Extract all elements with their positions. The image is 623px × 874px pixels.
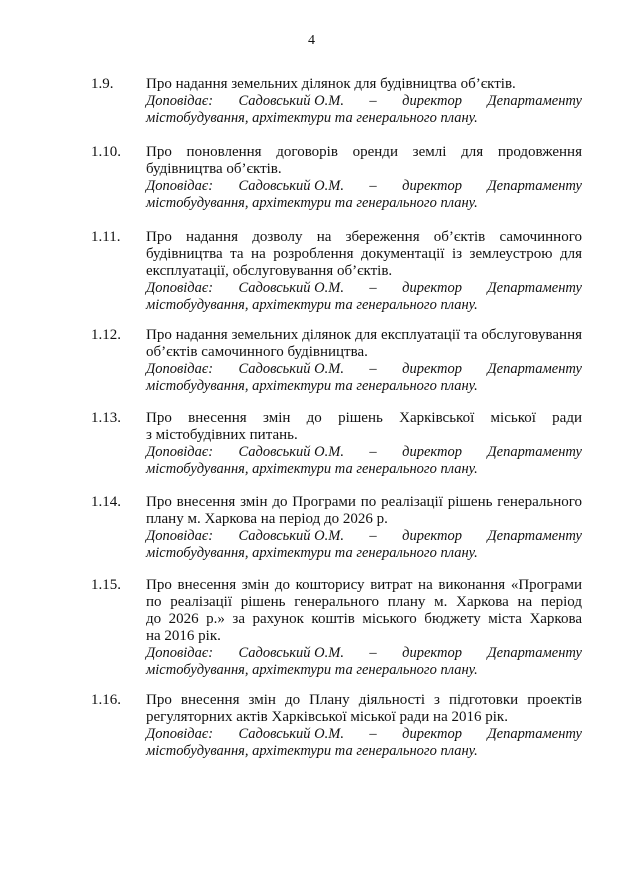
speaker-name: Садовський О.М.: [238, 361, 344, 377]
item-title-line: будівництва об’єктів.: [146, 161, 282, 177]
item-title-line: об’єктів самочинного будівництва.: [146, 344, 368, 360]
item-title-line: плану м. Харкова на період до 2026 р.: [146, 511, 388, 527]
speaker-dash: –: [369, 361, 377, 377]
item-body: [146, 494, 582, 562]
item-body: [146, 577, 582, 679]
item-speaker: [146, 444, 582, 478]
speaker-dash: –: [369, 178, 377, 194]
speaker-department-cont: містобудування, архітектури та генерального плану.: [146, 662, 478, 678]
speaker-label: Доповідає:: [146, 280, 214, 296]
speaker-position: директор: [402, 93, 462, 109]
item-title-line: до 2026 р.» за рахунок коштів міського бюджету міста Харкова: [146, 611, 582, 627]
speaker-position: директор: [402, 726, 462, 742]
item-title-line: з містобудівних питань.: [146, 427, 298, 443]
item-title: [146, 692, 582, 726]
speaker-dash: –: [369, 645, 377, 661]
speaker-label: Доповідає:: [146, 178, 214, 194]
speaker-dash: –: [369, 444, 377, 460]
speaker-position: директор: [402, 444, 462, 460]
item-title-line: експлуатації, обслуговування об’єктів.: [146, 263, 393, 279]
speaker-name: Садовський О.М.: [238, 528, 344, 544]
item-speaker: [146, 726, 582, 760]
item-body: [146, 327, 582, 395]
speaker-department-cont: містобудування, архітектури та генерального плану.: [146, 743, 478, 759]
item-title: [146, 76, 582, 93]
item-speaker: [146, 280, 582, 314]
item-title-line: Про внесення змін до кошторису витрат на виконання «Програми: [146, 577, 582, 593]
item-number: 1.13.: [91, 410, 121, 426]
item-title-line: по реалізації рішень генерального плану м. Харкова на період: [146, 594, 582, 610]
speaker-department-cont: містобудування, архітектури та генерального плану.: [146, 110, 478, 126]
item-number: 1.12.: [91, 327, 121, 343]
speaker-name: Садовський О.М.: [238, 178, 344, 194]
speaker-department-cont: містобудування, архітектури та генерального плану.: [146, 297, 478, 313]
item-title: [146, 577, 582, 645]
speaker-department: Департаменту: [487, 645, 582, 661]
speaker-position: директор: [402, 280, 462, 296]
item-number: 1.15.: [91, 577, 121, 593]
item-body: [146, 410, 582, 478]
item-number: 1.9.: [91, 76, 114, 92]
item-number: 1.16.: [91, 692, 121, 708]
item-title-line: регуляторних актів Харківської міської ради на 2016 рік.: [146, 709, 508, 725]
item-title-line: Про внесення змін до Плану діяльності з підготовки проектів: [146, 692, 582, 708]
speaker-position: директор: [402, 361, 462, 377]
page-number: 4: [308, 33, 315, 48]
item-title-line: Про поновлення договорів оренди землі для продовження: [146, 144, 582, 160]
item-speaker: [146, 645, 582, 679]
speaker-label: Доповідає:: [146, 361, 214, 377]
item-body: [146, 76, 582, 127]
speaker-department-cont: містобудування, архітектури та генерального плану.: [146, 461, 478, 477]
speaker-position: директор: [402, 645, 462, 661]
speaker-position: директор: [402, 528, 462, 544]
item-title-line: Про надання земельних ділянок для будівництва об’єктів.: [146, 76, 516, 92]
speaker-dash: –: [369, 528, 377, 544]
item-title: [146, 410, 582, 444]
speaker-position: директор: [402, 178, 462, 194]
speaker-label: Доповідає:: [146, 444, 214, 460]
speaker-department: Департаменту: [487, 444, 582, 460]
speaker-department: Департаменту: [487, 726, 582, 742]
item-title-line: Про надання дозволу на збереження об’єктів самочинного: [146, 229, 582, 245]
speaker-department-cont: містобудування, архітектури та генерального плану.: [146, 195, 478, 211]
item-title: [146, 229, 582, 280]
speaker-department: Департаменту: [487, 361, 582, 377]
item-speaker: [146, 178, 582, 212]
item-speaker: [146, 361, 582, 395]
speaker-name: Садовський О.М.: [238, 280, 344, 296]
speaker-name: Садовський О.М.: [238, 93, 344, 109]
speaker-department-cont: містобудування, архітектури та генерального плану.: [146, 545, 478, 561]
speaker-label: Доповідає:: [146, 726, 214, 742]
item-title: [146, 494, 582, 528]
speaker-dash: –: [369, 280, 377, 296]
speaker-dash: –: [369, 93, 377, 109]
speaker-department: Департаменту: [487, 178, 582, 194]
speaker-dash: –: [369, 726, 377, 742]
item-number: 1.10.: [91, 144, 121, 160]
speaker-department-cont: містобудування, архітектури та генерального плану.: [146, 378, 478, 394]
speaker-label: Доповідає:: [146, 528, 214, 544]
speaker-department: Департаменту: [487, 93, 582, 109]
item-speaker: [146, 93, 582, 127]
item-body: [146, 229, 582, 314]
item-title-line: будівництва та на розроблення документації із землеустрою для: [146, 246, 582, 262]
item-number: 1.14.: [91, 494, 121, 510]
speaker-department: Департаменту: [487, 280, 582, 296]
speaker-label: Доповідає:: [146, 645, 214, 661]
item-title: [146, 327, 582, 361]
item-number: 1.11.: [91, 229, 121, 245]
item-body: [146, 692, 582, 760]
speaker-department: Департаменту: [487, 528, 582, 544]
speaker-name: Садовський О.М.: [238, 444, 344, 460]
speaker-name: Садовський О.М.: [238, 645, 344, 661]
item-title-line: Про внесення змін до Програми по реалізації рішень генерального: [146, 494, 582, 510]
item-body: [146, 144, 582, 212]
item-title-line: на 2016 рік.: [146, 628, 221, 644]
item-speaker: [146, 528, 582, 562]
speaker-label: Доповідає:: [146, 93, 214, 109]
item-title-line: Про надання земельних ділянок для експлуатації та обслуговування: [146, 327, 582, 343]
item-title: [146, 144, 582, 178]
item-title-line: Про внесення змін до рішень Харківської міської ради: [146, 410, 582, 426]
speaker-name: Садовський О.М.: [238, 726, 344, 742]
